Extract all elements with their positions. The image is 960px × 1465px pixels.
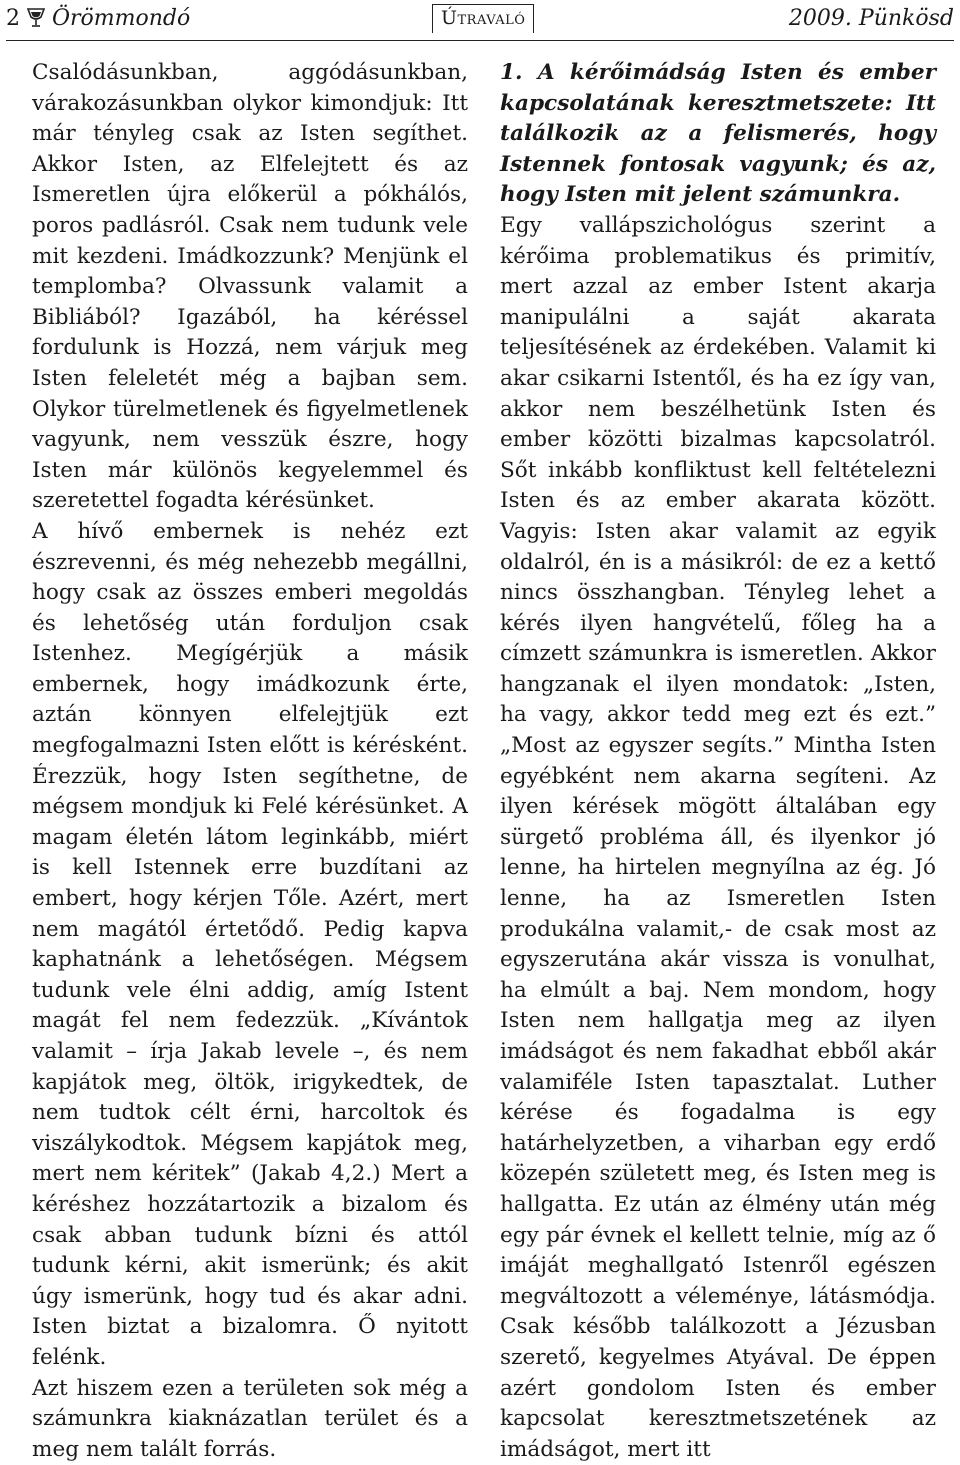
section-tab: Útravaló	[432, 4, 534, 33]
issue-date: 2009. Pünkösd	[788, 6, 954, 31]
left-paragraph-3: Azt hiszem ezen a területen sok még a számunkra kiaknázatlan terület és a meg nem talált forrás.	[32, 1375, 468, 1462]
page-header	[0, 0, 960, 44]
magazine-title: Örömmondó	[52, 6, 191, 31]
left-paragraph-1: Csalódásunkban, aggódásunkban, várakozásunkban olykor kimondjuk: Itt már tényleg csak az Isten segíthet. Akkor Isten, az Elfelejtett és az Ismeretlen újra előkerül a pókhálós, poros padlásról. Csak nem tudunk vele mit kezdeni. Imádkozzunk? Menjünk el templomba? Olvassunk valamit a Bibliából? Igazából, ha kéréssel fordulunk is Hozzá, nem várjuk meg Isten feleletét még a bajban sem. Olykor türelmetlenek és figyelmetlenek vagyunk, nem vesszük észre, hogy Isten már különös kegyelemmel és szeretettel fogadta kérésünket.	[32, 60, 468, 514]
left-column	[32, 58, 468, 1465]
header-rule	[6, 40, 954, 41]
page-number: 2	[6, 6, 20, 31]
right-column	[500, 58, 936, 1465]
section-heading: 1. A kérőimádság Isten és ember kapcsolatának keresztmetszete: Itt találkozik az a felismerés, hogy Istennek fontosak vagyunk; és az, hogy Isten mit jelent számunkra.	[500, 60, 936, 208]
left-paragraph-2: A hívő embernek is nehéz ezt észrevenni, és még nehezebb megállni, hogy csak az összes emberi megoldás és lehetőség után forduljon csak Istenhez. Megígérjük a másik embernek, hogy imádkozunk érte, aztán könnyen elfelejtjük ezt megfogalmazni Isten előtt is kérésként. Érezzük, hogy Isten segíthetne, de mégsem mondjuk ki Felé kérésünket. A magam életén látom leginkább, miért is kell Istennek erre buzdítani az embert, hogy kérjen Tőle. Azért, mert nem magától értetődő. Pedig kapva kaphatnánk a lehetőségen. Mégsem tudunk vele élni addig, amíg Istent magát fel nem fedezzük. „Kívántok valamit – írja Jakab levele –, és nem kapjátok meg, öltök, irigykedtek, de nem tudtok célt érni, harcoltok és viszálykodtok. Mégsem kapjátok meg, mert nem kéritek” (Jakab 4,2.) Mert a kéréshez hozzátartozik a bizalom és csak abban tudunk bízni és attól tudunk kérni, akit ismerünk; és akit úgy ismerünk, hogy tud és akar adni. Isten biztat a bizalomra. Ő nyitott felénk.	[32, 518, 468, 1370]
cup-logo-icon	[26, 6, 46, 28]
right-paragraph-1: Egy vallápszichológus szerint a kérőima problematikus és primitív, mert azzal az ember Istent akarja manipulálni a saját akarata teljesítésének az érdekében. Valamit ki akar csikarni Istentől, és ha ez így van, akkor nem beszélhetünk Isten és ember közötti bizalmas kapcsolatról. Sőt inkább konfliktust kell feltételezni Isten és az ember akarata között. Vagyis: Isten akar valamit az egyik oldalról, én is a másikról: de ez a kettő nincs összhangban. Tényleg lehet a kérés ilyen hangvételű, főleg ha a címzett számunkra is ismeretlen. Akkor hangzanak el ilyen mondatok: „Isten, ha vagy, akkor tedd meg ezt és ezt.” „Most az egyszer segíts.” Mintha Isten egyébként nem akarna segíteni. Az ilyen kérések mögött általában egy sürgető probléma áll, és ilyenkor jó lenne, ha hirtelen megnyílna az ég. Jó lenne, ha az Ismeretlen Isten produkálna valamit,- de csak most az egyszerutána akár vissza is vonulhat, ha elmúlt a baj. Nem mondom, hogy Isten nem hallgatja meg az ilyen imádságot és nem fakadhat ebből akár valamiféle Isten tapasztalat. Luther kérése és fogadalma is egy határhelyzetben, a viharban egy erdő közepén született meg, és Isten meg is hallgatta. Ez után az élmény után még egy pár évnek el kellett telnie, míg az ő imáját meghallgató Istenről egészen megváltozott a véleménye, látásmódja. Csak később találkozott a Jézusban szerető, kegyelmes Atyával. De éppen azért gondolom Isten és ember kapcsolat keresztmetszetének az imádságot, mert itt	[500, 212, 936, 1462]
